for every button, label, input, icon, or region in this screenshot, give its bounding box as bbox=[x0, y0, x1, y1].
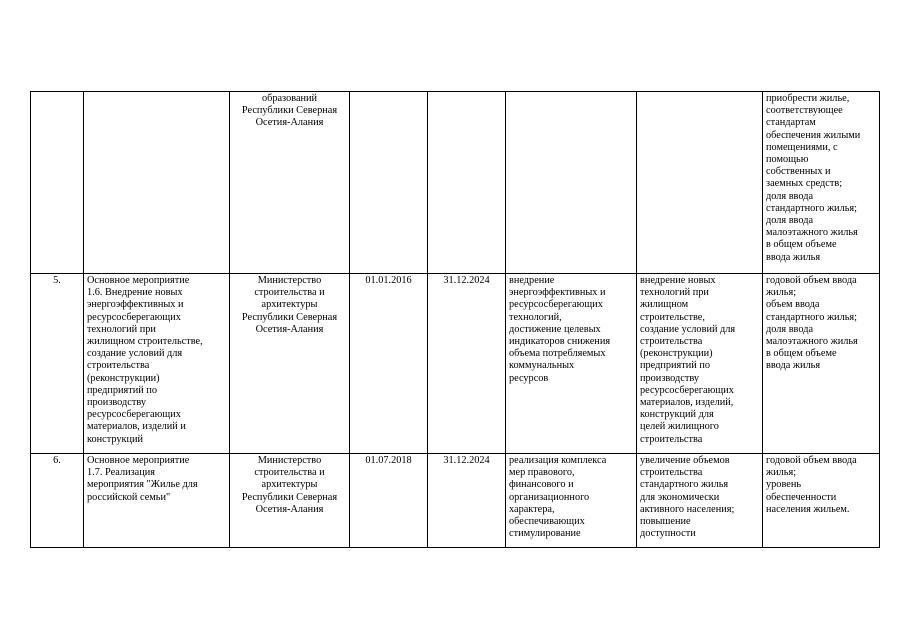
cell-text-line: мероприятия "Жилье для bbox=[87, 479, 198, 491]
cell-text-line: (реконструкции) bbox=[87, 372, 160, 384]
cell-text-line: образований bbox=[261, 93, 318, 104]
cell-text-line: стандартного жилья; bbox=[766, 202, 858, 214]
cell-text-line: 1.7. Реализация bbox=[87, 467, 156, 479]
cell-text-line: индикаторов снижения bbox=[509, 336, 611, 348]
cell-text-line: для экономически bbox=[640, 491, 720, 503]
cell-text-line: конструкций для bbox=[640, 409, 714, 421]
cell-text-line: технологий при bbox=[87, 323, 156, 335]
cell-text-line: конструкций bbox=[87, 433, 144, 445]
cell-text-line: Республики Северная bbox=[241, 311, 338, 323]
table-row bbox=[31, 274, 880, 454]
activity-name-cell bbox=[84, 92, 230, 274]
cell-text-line: населения жильем. bbox=[766, 503, 850, 515]
cell-text-line: ресурсосберегающих bbox=[87, 311, 181, 323]
cell-text-line: достижение целевых bbox=[509, 323, 601, 335]
cell-text-line: производству bbox=[640, 372, 699, 384]
cell-text-line: ресурсосберегающих bbox=[87, 409, 181, 421]
indicators-cell bbox=[763, 274, 880, 454]
expected-result-cell bbox=[506, 274, 637, 454]
cell-text-line: внедрение bbox=[509, 275, 555, 286]
cell-text-line: целей жилищного bbox=[640, 421, 719, 433]
cell-text-line: жилья; bbox=[766, 287, 797, 299]
table-row bbox=[31, 92, 880, 274]
cell-text-line: энергоэффективных и bbox=[87, 299, 184, 311]
start-date-cell: 01.01.2016 bbox=[350, 274, 428, 454]
cell-text-line: годовой объем ввода bbox=[766, 455, 857, 466]
cell-text-line: жилья; bbox=[766, 467, 797, 479]
cell-text-line: ресурсосберегающих bbox=[509, 299, 603, 311]
cell-text-line: жилищном bbox=[640, 299, 689, 311]
cell-text-line: энергоэффективных и bbox=[509, 287, 606, 299]
activity-name-cell bbox=[84, 274, 230, 454]
cell-text-line: производству bbox=[87, 397, 146, 409]
activity-name-cell bbox=[84, 454, 230, 548]
cell-text-line: строительства bbox=[87, 360, 150, 372]
expected-result-cell bbox=[506, 454, 637, 548]
indicators-cell bbox=[763, 92, 880, 274]
cell-text-line: объем ввода bbox=[766, 299, 820, 311]
end-date-cell: 31.12.2024 bbox=[428, 274, 506, 454]
cell-text-line: мер правового, bbox=[509, 467, 575, 479]
cell-text-line: Осетия-Алания bbox=[255, 503, 324, 515]
cell-text-line: собственных и bbox=[766, 166, 831, 178]
expected-result-cell bbox=[506, 92, 637, 274]
cell-text-line: Республики Северная bbox=[241, 105, 338, 117]
cell-text-line: объема потребляемых bbox=[509, 348, 606, 360]
cell-text-line: увеличение объемов bbox=[640, 455, 730, 466]
cell-text-line: годовой объем ввода bbox=[766, 275, 857, 286]
cell-text-line: строительства и bbox=[254, 467, 325, 479]
cell-text-line: Республики Северная bbox=[241, 491, 338, 503]
row-number-cell: 6. bbox=[31, 454, 84, 548]
cell-text-line: помещениями, с bbox=[766, 141, 838, 153]
consequence-cell bbox=[637, 454, 763, 548]
end-date-cell: 31.12.2024 bbox=[428, 454, 506, 548]
cell-text-line: доля ввода bbox=[766, 190, 814, 202]
cell-text-line: в общем объеме bbox=[766, 239, 837, 251]
cell-text-line: стандартного жилья; bbox=[766, 311, 858, 323]
cell-text-line: активного населения; bbox=[640, 503, 735, 515]
cell-text-line: обеспечивающих bbox=[509, 516, 585, 528]
cell-text-line: Министерство bbox=[257, 455, 322, 466]
cell-text-line: Министерство bbox=[257, 275, 322, 286]
cell-text-line: создание условий для bbox=[640, 323, 736, 335]
cell-text-line: доля ввода bbox=[766, 215, 814, 227]
cell-text-line: заемных средств; bbox=[766, 178, 843, 190]
cell-text-line: архитектуры bbox=[261, 479, 318, 491]
cell-text-line: обеспечения жилыми bbox=[766, 129, 861, 141]
cell-text-line: предприятий по bbox=[87, 384, 157, 396]
cell-text-line: создание условий для bbox=[87, 348, 183, 360]
cell-text-line: Основное мероприятие bbox=[87, 275, 190, 286]
cell-text-line: строительства bbox=[640, 467, 703, 479]
cell-text-line: доля ввода bbox=[766, 323, 814, 335]
program-activities-table bbox=[30, 91, 880, 548]
cell-text-line: материалов, изделий, bbox=[640, 397, 734, 409]
cell-text-line: характера, bbox=[509, 503, 555, 515]
cell-text-line: помощью bbox=[766, 154, 809, 166]
cell-text-line: малоэтажного жилья bbox=[766, 336, 858, 348]
cell-text-line: ввода жилья bbox=[766, 251, 821, 263]
cell-text-line: стандартного жилья bbox=[640, 479, 729, 491]
cell-text-line: ввода жилья bbox=[766, 360, 821, 372]
cell-text-line: реализация комплекса bbox=[509, 455, 607, 466]
cell-text-line: организационного bbox=[509, 491, 590, 503]
cell-text-line: предприятий по bbox=[640, 360, 710, 372]
row-number-cell bbox=[31, 92, 84, 274]
cell-text-line: технологий при bbox=[640, 287, 709, 299]
cell-text-line: (реконструкции) bbox=[640, 348, 713, 360]
cell-text-line: ресурсов bbox=[509, 372, 549, 384]
start-date-cell bbox=[350, 92, 428, 274]
cell-text-line: уровень bbox=[766, 479, 802, 491]
cell-text-line: доступности bbox=[640, 528, 696, 540]
table-row bbox=[31, 454, 880, 548]
cell-text-line: соответствующее bbox=[766, 105, 843, 117]
start-date-cell: 01.07.2018 bbox=[350, 454, 428, 548]
cell-text-line: строительства bbox=[640, 336, 703, 348]
cell-text-line: стандартам bbox=[766, 117, 816, 129]
cell-text-line: жилищном строительстве, bbox=[87, 336, 203, 348]
cell-text-line: 1.6. Внедрение новых bbox=[87, 287, 183, 299]
cell-text-line: материалов, изделий и bbox=[87, 421, 186, 433]
consequence-cell bbox=[637, 92, 763, 274]
cell-text-line: коммунальных bbox=[509, 360, 575, 372]
cell-text-line: строительства и bbox=[254, 287, 325, 299]
cell-text-line: финансового и bbox=[509, 479, 574, 491]
row-number-cell: 5. bbox=[31, 274, 84, 454]
cell-text-line: в общем объеме bbox=[766, 348, 837, 360]
cell-text-line: Осетия-Алания bbox=[255, 323, 324, 335]
cell-text-line: ресурсосберегающих bbox=[640, 384, 734, 396]
executor-cell bbox=[230, 92, 350, 274]
end-date-cell bbox=[428, 92, 506, 274]
cell-text-line: архитектуры bbox=[261, 299, 318, 311]
cell-text-line: Осетия-Алания bbox=[255, 117, 324, 129]
cell-text-line: внедрение новых bbox=[640, 275, 716, 286]
cell-text-line: строительстве, bbox=[640, 311, 705, 323]
cell-text-line: российской семьи" bbox=[87, 491, 171, 503]
cell-text-line: обеспеченности bbox=[766, 491, 837, 503]
executor-cell bbox=[230, 274, 350, 454]
cell-text-line: малоэтажного жилья bbox=[766, 227, 858, 239]
indicators-cell bbox=[763, 454, 880, 548]
cell-text-line: стимулирование bbox=[509, 528, 581, 540]
cell-text-line: Основное мероприятие bbox=[87, 455, 190, 466]
cell-text-line: строительства bbox=[640, 433, 703, 445]
executor-cell bbox=[230, 454, 350, 548]
consequence-cell bbox=[637, 274, 763, 454]
cell-text-line: технологий, bbox=[509, 311, 562, 323]
cell-text-line: повышение bbox=[640, 516, 691, 528]
cell-text-line: приобрести жилье, bbox=[766, 93, 850, 104]
